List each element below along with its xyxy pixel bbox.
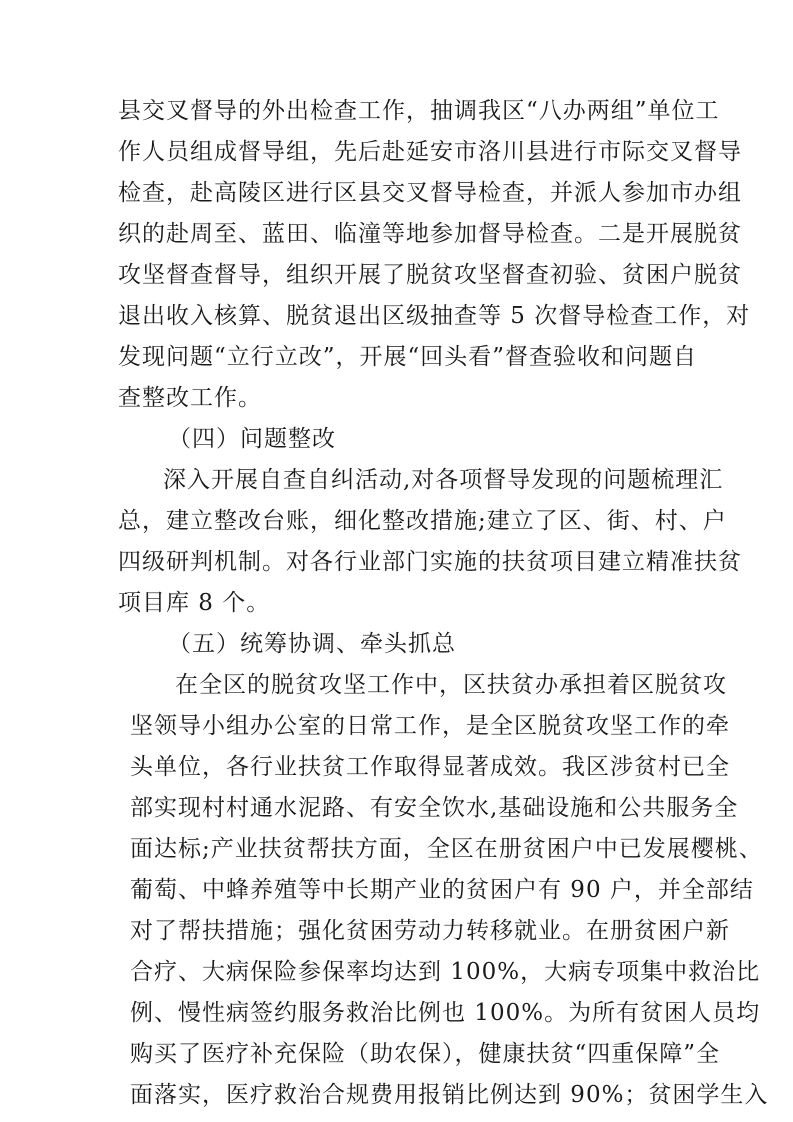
section-heading-4: （四）问题整改 bbox=[168, 426, 336, 452]
text-line-19: 面达标;产业扶贫帮扶方面，全区在册贫困户中已发展樱桃、 bbox=[130, 836, 763, 862]
text-line-6: 退出收入核算、脱贫退出区级抽查等 5 次督导检查工作，对 bbox=[118, 303, 751, 329]
text-line-12: 四级研判机制。对各行业部门实施的扶贫项目建立精准扶贫 bbox=[118, 549, 742, 575]
text-line-24: 购买了医疗补充保险（助农保），健康扶贫“四重保障”全 bbox=[130, 1041, 721, 1067]
text-line-10: 深入开展自查自纠活动,对各项督导发现的问题梳理汇 bbox=[163, 467, 724, 493]
text-line-15: 在全区的脱贫攻坚工作中，区扶贫办承担着区脱贫攻 bbox=[175, 672, 727, 698]
text-line-22: 合疗、大病保险参保率均达到 100%，大病专项集中救治比 bbox=[130, 959, 761, 985]
text-line-18: 部实现村村通水泥路、有安全饮水,基础设施和公共服务全 bbox=[130, 795, 739, 821]
text-line-13: 项目库 8 个。 bbox=[118, 590, 271, 616]
text-line-25: 面落实，医疗救治合规费用报销比例达到 90%；贫困学生入 bbox=[130, 1082, 769, 1108]
text-line-17: 头单位，各行业扶贫工作取得显著成效。我区涉贫村已全 bbox=[130, 754, 730, 780]
text-line-23: 例、慢性病签约服务救治比例也 100%。为所有贫困人员均 bbox=[130, 1000, 761, 1026]
text-line-8: 查整改工作。 bbox=[118, 385, 262, 411]
text-line-3: 检查，赴高陵区进行区县交叉督导检查，并派人参加市办组 bbox=[118, 180, 742, 206]
text-line-1: 县交叉督导的外出检查工作，抽调我区“八办两组”单位工 bbox=[118, 98, 720, 124]
section-heading-5: （五）统筹协调、牵头抓总 bbox=[168, 631, 456, 657]
text-line-11: 总，建立整改台账，细化整改措施;建立了区、街、村、户 bbox=[118, 508, 727, 534]
text-line-5: 攻坚督查督导，组织开展了脱贫攻坚督查初验、贫困户脱贫 bbox=[118, 262, 742, 288]
text-line-16: 坚领导小组办公室的日常工作，是全区脱贫攻坚工作的牵 bbox=[130, 713, 730, 739]
text-line-21: 对了帮扶措施；强化贫困劳动力转移就业。在册贫困户新 bbox=[130, 918, 730, 944]
text-line-7: 发现问题“立行立改”，开展“回头看”督查验收和问题自 bbox=[118, 344, 698, 370]
text-line-4: 织的赴周至、蓝田、临潼等地参加督导检查。二是开展脱贫 bbox=[118, 221, 742, 247]
text-line-2: 作人员组成督导组，先后赴延安市洛川县进行市际交叉督导 bbox=[118, 139, 742, 165]
text-line-20: 葡萄、中蜂养殖等中长期产业的贫困户有 90 户，并全部结 bbox=[130, 877, 754, 903]
